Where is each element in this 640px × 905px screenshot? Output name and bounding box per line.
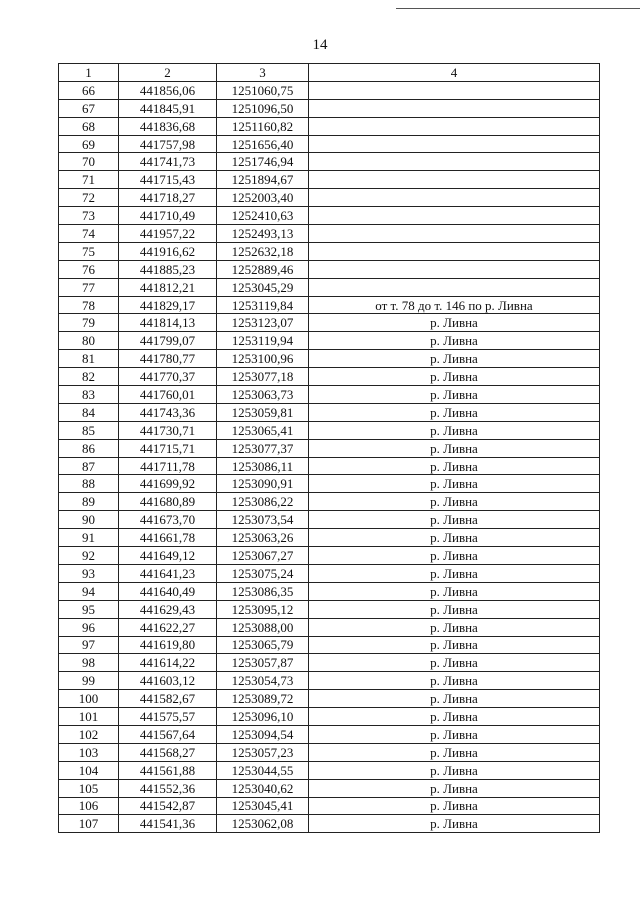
table-row <box>59 135 600 153</box>
header-col-1: 1 <box>59 64 119 82</box>
y-coordinate-cell: 1253096,10 <box>217 708 309 726</box>
description-cell <box>309 99 600 117</box>
table-row <box>59 511 600 529</box>
table-row <box>59 296 600 314</box>
x-coordinate-cell: 441770,37 <box>119 368 217 386</box>
x-coordinate-cell: 441710,49 <box>119 207 217 225</box>
y-coordinate-cell: 1252493,13 <box>217 225 309 243</box>
y-coordinate-cell: 1253123,07 <box>217 314 309 332</box>
table-row <box>59 81 600 99</box>
y-coordinate-cell: 1251894,67 <box>217 171 309 189</box>
y-coordinate-cell: 1253040,62 <box>217 779 309 797</box>
description-cell: р. Ливна <box>309 314 600 332</box>
y-coordinate-cell: 1253100,96 <box>217 350 309 368</box>
table-body <box>59 81 600 832</box>
x-coordinate-cell: 441829,17 <box>119 296 217 314</box>
x-coordinate-cell: 441916,62 <box>119 242 217 260</box>
point-number-cell: 67 <box>59 99 119 117</box>
point-number-cell: 71 <box>59 171 119 189</box>
description-cell: р. Ливна <box>309 672 600 690</box>
x-coordinate-cell: 441629,43 <box>119 600 217 618</box>
x-coordinate-cell: 441641,23 <box>119 564 217 582</box>
table-row <box>59 582 600 600</box>
table-row <box>59 618 600 636</box>
table-row <box>59 421 600 439</box>
point-number-cell: 107 <box>59 815 119 833</box>
table-row <box>59 278 600 296</box>
point-number-cell: 79 <box>59 314 119 332</box>
point-number-cell: 92 <box>59 547 119 565</box>
point-number-cell: 74 <box>59 225 119 243</box>
point-number-cell: 105 <box>59 779 119 797</box>
point-number-cell: 83 <box>59 386 119 404</box>
y-coordinate-cell: 1253063,73 <box>217 386 309 404</box>
table-row <box>59 403 600 421</box>
table-row <box>59 350 600 368</box>
table-row <box>59 547 600 565</box>
y-coordinate-cell: 1252410,63 <box>217 207 309 225</box>
x-coordinate-cell: 441812,21 <box>119 278 217 296</box>
description-cell: р. Ливна <box>309 761 600 779</box>
point-number-cell: 69 <box>59 135 119 153</box>
x-coordinate-cell: 441568,27 <box>119 743 217 761</box>
table-row <box>59 189 600 207</box>
x-coordinate-cell: 441541,36 <box>119 815 217 833</box>
y-coordinate-cell: 1253065,41 <box>217 421 309 439</box>
description-cell: р. Ливна <box>309 332 600 350</box>
x-coordinate-cell: 441718,27 <box>119 189 217 207</box>
point-number-cell: 90 <box>59 511 119 529</box>
y-coordinate-cell: 1253059,81 <box>217 403 309 421</box>
description-cell: р. Ливна <box>309 564 600 582</box>
point-number-cell: 97 <box>59 636 119 654</box>
y-coordinate-cell: 1251656,40 <box>217 135 309 153</box>
description-cell: р. Ливна <box>309 654 600 672</box>
x-coordinate-cell: 441715,43 <box>119 171 217 189</box>
x-coordinate-cell: 441957,22 <box>119 225 217 243</box>
description-cell <box>309 260 600 278</box>
description-cell: р. Ливна <box>309 403 600 421</box>
table-row <box>59 779 600 797</box>
description-cell: р. Ливна <box>309 815 600 833</box>
x-coordinate-cell: 441845,91 <box>119 99 217 117</box>
description-cell: р. Ливна <box>309 797 600 815</box>
description-cell <box>309 189 600 207</box>
point-number-cell: 68 <box>59 117 119 135</box>
point-number-cell: 80 <box>59 332 119 350</box>
x-coordinate-cell: 441614,22 <box>119 654 217 672</box>
table-row <box>59 368 600 386</box>
y-coordinate-cell: 1253057,87 <box>217 654 309 672</box>
table-row <box>59 797 600 815</box>
description-cell: от т. 78 до т. 146 по р. Ливна <box>309 296 600 314</box>
description-cell: р. Ливна <box>309 493 600 511</box>
table-row <box>59 457 600 475</box>
y-coordinate-cell: 1253119,84 <box>217 296 309 314</box>
y-coordinate-cell: 1253090,91 <box>217 475 309 493</box>
description-cell: р. Ливна <box>309 618 600 636</box>
point-number-cell: 70 <box>59 153 119 171</box>
table-header-row <box>59 64 600 82</box>
x-coordinate-cell: 441561,88 <box>119 761 217 779</box>
y-coordinate-cell: 1253063,26 <box>217 529 309 547</box>
table-row <box>59 99 600 117</box>
y-coordinate-cell: 1253075,24 <box>217 564 309 582</box>
table-row <box>59 439 600 457</box>
y-coordinate-cell: 1251746,94 <box>217 153 309 171</box>
point-number-cell: 99 <box>59 672 119 690</box>
y-coordinate-cell: 1253045,29 <box>217 278 309 296</box>
x-coordinate-cell: 441780,77 <box>119 350 217 368</box>
x-coordinate-cell: 441760,01 <box>119 386 217 404</box>
table-row <box>59 493 600 511</box>
x-coordinate-cell: 441757,98 <box>119 135 217 153</box>
x-coordinate-cell: 441575,57 <box>119 708 217 726</box>
header-col-3: 3 <box>217 64 309 82</box>
point-number-cell: 100 <box>59 690 119 708</box>
point-number-cell: 81 <box>59 350 119 368</box>
x-coordinate-cell: 441622,27 <box>119 618 217 636</box>
point-number-cell: 84 <box>59 403 119 421</box>
y-coordinate-cell: 1253094,54 <box>217 725 309 743</box>
scan-artifact-line <box>396 8 640 9</box>
description-cell <box>309 171 600 189</box>
y-coordinate-cell: 1253086,22 <box>217 493 309 511</box>
x-coordinate-cell: 441799,07 <box>119 332 217 350</box>
x-coordinate-cell: 441885,23 <box>119 260 217 278</box>
table-row <box>59 386 600 404</box>
point-number-cell: 78 <box>59 296 119 314</box>
description-cell: р. Ливна <box>309 725 600 743</box>
point-number-cell: 87 <box>59 457 119 475</box>
description-cell <box>309 207 600 225</box>
description-cell: р. Ливна <box>309 386 600 404</box>
table-row <box>59 600 600 618</box>
table-row <box>59 207 600 225</box>
y-coordinate-cell: 1253077,37 <box>217 439 309 457</box>
description-cell: р. Ливна <box>309 547 600 565</box>
y-coordinate-cell: 1253077,18 <box>217 368 309 386</box>
x-coordinate-cell: 441680,89 <box>119 493 217 511</box>
x-coordinate-cell: 441619,80 <box>119 636 217 654</box>
x-coordinate-cell: 441730,71 <box>119 421 217 439</box>
y-coordinate-cell: 1253065,79 <box>217 636 309 654</box>
table-row <box>59 815 600 833</box>
y-coordinate-cell: 1253062,08 <box>217 815 309 833</box>
x-coordinate-cell: 441640,49 <box>119 582 217 600</box>
y-coordinate-cell: 1251096,50 <box>217 99 309 117</box>
page-number: 14 <box>312 37 328 53</box>
point-number-cell: 91 <box>59 529 119 547</box>
x-coordinate-cell: 441715,71 <box>119 439 217 457</box>
table-row <box>59 672 600 690</box>
point-number-cell: 88 <box>59 475 119 493</box>
description-cell: р. Ливна <box>309 708 600 726</box>
point-number-cell: 76 <box>59 260 119 278</box>
point-number-cell: 106 <box>59 797 119 815</box>
point-number-cell: 95 <box>59 600 119 618</box>
table-row <box>59 708 600 726</box>
point-number-cell: 72 <box>59 189 119 207</box>
x-coordinate-cell: 441542,87 <box>119 797 217 815</box>
description-cell: р. Ливна <box>309 743 600 761</box>
point-number-cell: 73 <box>59 207 119 225</box>
x-coordinate-cell: 441699,92 <box>119 475 217 493</box>
description-cell: р. Ливна <box>309 350 600 368</box>
x-coordinate-cell: 441836,68 <box>119 117 217 135</box>
y-coordinate-cell: 1251060,75 <box>217 81 309 99</box>
y-coordinate-cell: 1253119,94 <box>217 332 309 350</box>
x-coordinate-cell: 441673,70 <box>119 511 217 529</box>
y-coordinate-cell: 1251160,82 <box>217 117 309 135</box>
y-coordinate-cell: 1253057,23 <box>217 743 309 761</box>
description-cell <box>309 81 600 99</box>
description-cell <box>309 135 600 153</box>
point-number-cell: 96 <box>59 618 119 636</box>
description-cell: р. Ливна <box>309 511 600 529</box>
x-coordinate-cell: 441567,64 <box>119 725 217 743</box>
y-coordinate-cell: 1253089,72 <box>217 690 309 708</box>
y-coordinate-cell: 1253095,12 <box>217 600 309 618</box>
table-row <box>59 690 600 708</box>
x-coordinate-cell: 441741,73 <box>119 153 217 171</box>
point-number-cell: 104 <box>59 761 119 779</box>
point-number-cell: 103 <box>59 743 119 761</box>
header-col-4: 4 <box>309 64 600 82</box>
point-number-cell: 86 <box>59 439 119 457</box>
x-coordinate-cell: 441856,06 <box>119 81 217 99</box>
coordinates-table <box>58 63 600 833</box>
x-coordinate-cell: 441552,36 <box>119 779 217 797</box>
point-number-cell: 101 <box>59 708 119 726</box>
y-coordinate-cell: 1253088,00 <box>217 618 309 636</box>
table-row <box>59 761 600 779</box>
table-row <box>59 743 600 761</box>
y-coordinate-cell: 1253086,35 <box>217 582 309 600</box>
table-row <box>59 153 600 171</box>
y-coordinate-cell: 1253067,27 <box>217 547 309 565</box>
x-coordinate-cell: 441582,67 <box>119 690 217 708</box>
table-row <box>59 171 600 189</box>
description-cell <box>309 242 600 260</box>
header-col-2: 2 <box>119 64 217 82</box>
y-coordinate-cell: 1253086,11 <box>217 457 309 475</box>
description-cell: р. Ливна <box>309 690 600 708</box>
point-number-cell: 66 <box>59 81 119 99</box>
table-row <box>59 242 600 260</box>
point-number-cell: 77 <box>59 278 119 296</box>
y-coordinate-cell: 1253044,55 <box>217 761 309 779</box>
description-cell <box>309 278 600 296</box>
point-number-cell: 85 <box>59 421 119 439</box>
description-cell: р. Ливна <box>309 457 600 475</box>
x-coordinate-cell: 441814,13 <box>119 314 217 332</box>
description-cell: р. Ливна <box>309 368 600 386</box>
x-coordinate-cell: 441649,12 <box>119 547 217 565</box>
x-coordinate-cell: 441661,78 <box>119 529 217 547</box>
table-row <box>59 654 600 672</box>
description-cell: р. Ливна <box>309 779 600 797</box>
table-row <box>59 725 600 743</box>
table-row <box>59 225 600 243</box>
description-cell: р. Ливна <box>309 636 600 654</box>
description-cell: р. Ливна <box>309 475 600 493</box>
description-cell: р. Ливна <box>309 529 600 547</box>
table-row <box>59 564 600 582</box>
table-row <box>59 117 600 135</box>
table-row <box>59 636 600 654</box>
point-number-cell: 102 <box>59 725 119 743</box>
table-row <box>59 332 600 350</box>
y-coordinate-cell: 1253045,41 <box>217 797 309 815</box>
point-number-cell: 75 <box>59 242 119 260</box>
y-coordinate-cell: 1253054,73 <box>217 672 309 690</box>
point-number-cell: 98 <box>59 654 119 672</box>
table-row <box>59 260 600 278</box>
description-cell <box>309 117 600 135</box>
point-number-cell: 82 <box>59 368 119 386</box>
y-coordinate-cell: 1252889,46 <box>217 260 309 278</box>
table-row <box>59 314 600 332</box>
table-row <box>59 529 600 547</box>
point-number-cell: 93 <box>59 564 119 582</box>
point-number-cell: 94 <box>59 582 119 600</box>
table-row <box>59 475 600 493</box>
point-number-cell: 89 <box>59 493 119 511</box>
description-cell: р. Ливна <box>309 439 600 457</box>
description-cell: р. Ливна <box>309 421 600 439</box>
y-coordinate-cell: 1253073,54 <box>217 511 309 529</box>
y-coordinate-cell: 1252003,40 <box>217 189 309 207</box>
y-coordinate-cell: 1252632,18 <box>217 242 309 260</box>
x-coordinate-cell: 441743,36 <box>119 403 217 421</box>
x-coordinate-cell: 441603,12 <box>119 672 217 690</box>
description-cell <box>309 225 600 243</box>
description-cell: р. Ливна <box>309 582 600 600</box>
description-cell: р. Ливна <box>309 600 600 618</box>
x-coordinate-cell: 441711,78 <box>119 457 217 475</box>
description-cell <box>309 153 600 171</box>
